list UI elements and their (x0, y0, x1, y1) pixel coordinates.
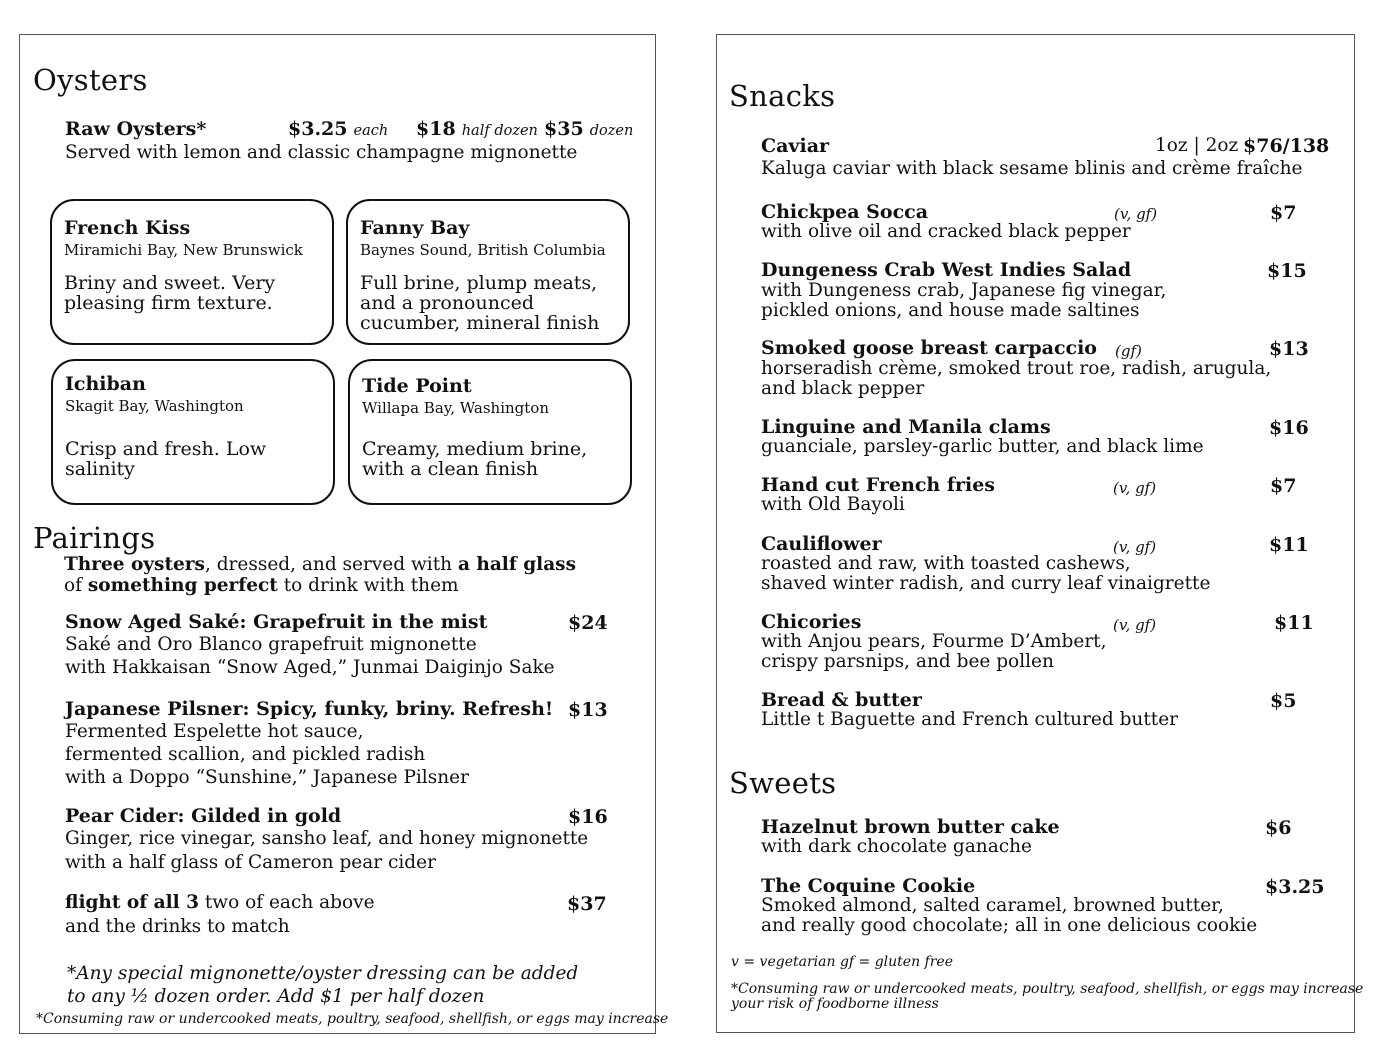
pairings-intro-line2 (64, 576, 459, 596)
card-note: Briny and sweet. Very pleasing firm texture. (64, 272, 276, 314)
snack-price: $11 (1274, 612, 1314, 634)
foodborne-warning: *Consuming raw or undercooked meats, poultry, seafood, shellfish, or eggs may increase (36, 1011, 669, 1027)
diet-legend: v = vegetarian gf = gluten free (731, 954, 953, 970)
sweet-name: The Coquine Cookie (761, 875, 976, 897)
pairing-price: $24 (568, 612, 608, 634)
intro-text-1: , dressed, and served with (204, 554, 458, 575)
snack-price: $16 (1269, 417, 1309, 439)
pairing-name: Snow Aged Saké: Grapefruit in the mist (65, 611, 488, 633)
flight-price: $37 (567, 893, 607, 915)
pairing-name: Japanese Pilsner: Spicy, funky, briny. Refresh! (65, 698, 554, 720)
raw-oysters-price-dozen (544, 119, 633, 141)
card-note: Full brine, plump meats, and a pronounced cucumber, mineral finish (360, 272, 600, 334)
pairing-desc-line: Ginger, rice vinegar, sansho leaf, and honey mignonette (65, 828, 589, 849)
dozen-label: dozen (589, 123, 634, 139)
card-note: Crisp and fresh. Low salinity (65, 438, 267, 480)
half-label: half dozen (461, 123, 538, 139)
pairings-intro-line1 (64, 555, 576, 575)
caviar-price: $76/138 (1243, 135, 1330, 157)
caviar-sizes: 1oz | 2oz (1155, 135, 1239, 156)
snack-name: Chicories (761, 611, 862, 633)
snacks-heading: Snacks (729, 79, 836, 113)
snack-desc-line: guanciale, parsley-garlic butter, and black lime (761, 436, 1204, 457)
intro-text-2: of (64, 575, 88, 596)
oyster-card-fanny-bay (346, 199, 630, 345)
sweet-price: $3.25 (1265, 876, 1325, 898)
snack-price: $7 (1270, 202, 1297, 224)
snack-desc-line: crispy parsnips, and bee pollen (761, 651, 1054, 672)
oyster-card-tide-point (348, 359, 632, 505)
snack-price: $13 (1269, 338, 1309, 360)
card-name: Tide Point (362, 375, 472, 397)
pairing-desc-line: with a Doppo “Sunshine,” Japanese Pilsner (65, 767, 469, 788)
snack-desc-line: with Old Bayoli (761, 494, 905, 515)
diet-tag: (v, gf) (1113, 616, 1157, 634)
price-half: $18 (416, 118, 456, 140)
snack-desc-line: roasted and raw, with toasted cashews, (761, 553, 1131, 574)
card-location: Willapa Bay, Washington (362, 399, 549, 417)
sweet-desc-line: and really good chocolate; all in one delicious cookie (761, 915, 1258, 936)
card-location: Miramichi Bay, New Brunswick (64, 241, 303, 259)
card-location: Skagit Bay, Washington (65, 397, 244, 415)
snack-price: $15 (1267, 260, 1307, 282)
snack-desc-line: pickled onions, and house made saltines (761, 300, 1140, 321)
oysters-menu-panel (19, 34, 669, 1034)
snack-desc-line: Little t Baguette and French cultured butter (761, 709, 1178, 730)
raw-oysters-desc: Served with lemon and classic champagne mignonette (65, 142, 578, 163)
snack-name: Bread & butter (761, 689, 922, 711)
intro-bold-1: Three oysters (64, 554, 205, 575)
price-dozen: $35 (544, 118, 584, 140)
sweet-name: Hazelnut brown butter cake (761, 816, 1060, 838)
oysters-heading: Oysters (33, 63, 148, 97)
pairing-desc-line: fermented scallion, and pickled radish (65, 744, 426, 765)
intro-bold-2: a half glass (457, 554, 577, 575)
card-name: Ichiban (65, 373, 146, 395)
sweet-desc-line: with dark chocolate ganache (761, 836, 1032, 857)
diet-tag: (gf) (1115, 342, 1142, 360)
foodborne-warning-line1: *Consuming raw or undercooked meats, poultry, seafood, shellfish, or eggs may increase (731, 981, 1364, 997)
snack-desc-line: with olive oil and cracked black pepper (761, 221, 1131, 242)
sweet-price: $6 (1265, 817, 1292, 839)
special-note-line1: *Any special mignonette/oyster dressing can be added (67, 963, 579, 984)
pairing-desc-line: with a half glass of Cameron pear cider (65, 852, 436, 873)
special-note-line2: to any ½ dozen order. Add $1 per half dozen (67, 986, 485, 1007)
sweets-heading: Sweets (729, 766, 837, 800)
price-each: $3.25 (288, 118, 348, 140)
snack-desc-line: horseradish crème, smoked trout roe, radish, arugula, (761, 358, 1272, 379)
raw-oysters-price-each (288, 119, 388, 141)
oyster-card-ichiban (51, 359, 335, 505)
snack-name: Chickpea Socca (761, 201, 929, 223)
snack-name: Linguine and Manila clams (761, 416, 1051, 438)
each-label: each (353, 123, 389, 139)
pairing-desc-line: Fermented Espelette hot sauce, (65, 721, 364, 742)
snack-name: Hand cut French fries (761, 474, 996, 496)
snack-price: $11 (1269, 534, 1309, 556)
intro-bold-3: something perfect (87, 575, 278, 596)
snack-name: Smoked goose breast carpaccio (761, 337, 1097, 359)
flight-name: flight of all 3 (65, 892, 199, 913)
intro-text-3: to drink with them (277, 575, 459, 596)
pairing-price: $16 (568, 806, 608, 828)
pairing-desc-line: Saké and Oro Blanco grapefruit mignonette (65, 634, 477, 655)
caviar-name: Caviar (761, 135, 830, 157)
pairing-name: Pear Cider: Gilded in gold (65, 805, 342, 827)
snack-name: Dungeness Crab West Indies Salad (761, 259, 1132, 281)
oyster-card-french-kiss (50, 199, 334, 345)
card-note: Creamy, medium brine, with a clean finish (362, 438, 588, 480)
diet-tag: (v, gf) (1113, 538, 1157, 556)
card-name: Fanny Bay (360, 217, 470, 239)
sweet-desc-line: Smoked almond, salted caramel, browned butter, (761, 895, 1224, 916)
flight-rest: two of each above (198, 892, 375, 913)
pairing-desc-line: with Hakkaisan “Snow Aged,” Junmai Daiginjo Sake (65, 657, 555, 678)
caviar-desc: Kaluga caviar with black sesame blinis and crème fraîche (761, 158, 1303, 179)
snack-name: Cauliflower (761, 533, 882, 555)
raw-oysters-price-half (416, 119, 538, 141)
diet-tag: (v, gf) (1113, 479, 1157, 497)
pairing-price: $13 (568, 699, 608, 721)
foodborne-warning-line2: your risk of foodborne illness (731, 996, 939, 1012)
pairings-heading: Pairings (33, 521, 156, 555)
raw-oysters-name: Raw Oysters* (65, 118, 207, 140)
snack-desc-line: with Anjou pears, Fourme D’Ambert, (761, 631, 1107, 652)
card-name: French Kiss (64, 217, 191, 239)
card-location: Baynes Sound, British Columbia (360, 241, 606, 259)
snack-desc-line: and black pepper (761, 378, 925, 399)
diet-tag: (v, gf) (1114, 205, 1158, 223)
snack-price: $5 (1270, 690, 1297, 712)
snack-desc-line: with Dungeness crab, Japanese fig vinegar, (761, 280, 1167, 301)
flight-line1 (65, 893, 375, 913)
snacks-menu-panel (716, 34, 1364, 1033)
snack-price: $7 (1270, 475, 1297, 497)
flight-line2: and the drinks to match (65, 916, 290, 937)
snack-desc-line: shaved winter radish, and curry leaf vinaigrette (761, 573, 1211, 594)
